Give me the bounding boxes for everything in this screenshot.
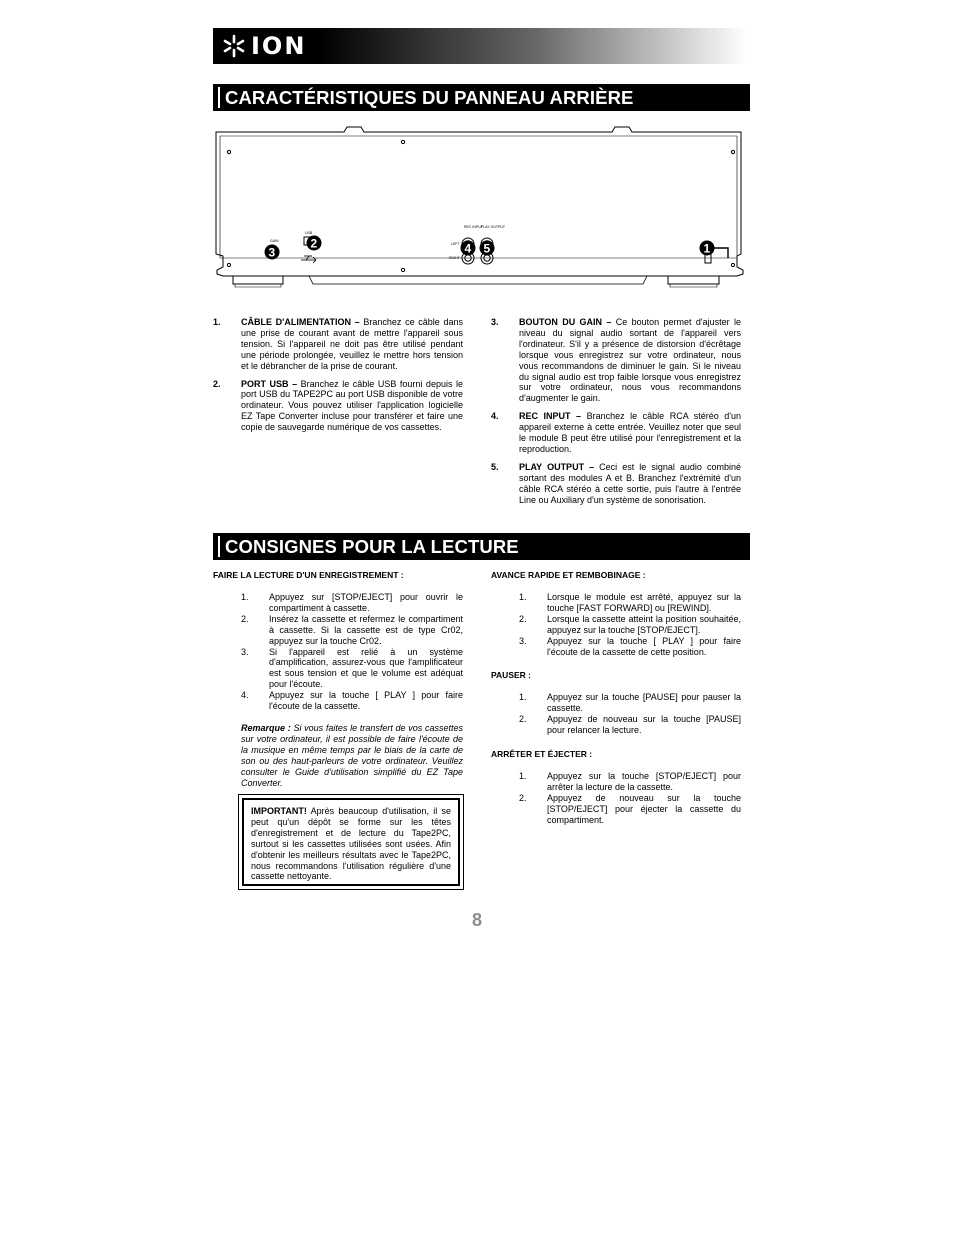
callout-5 xyxy=(480,241,495,256)
pause-step: 2. Appuyez de nouveau sur la touche [PAUSE] pour relancer la lecture. xyxy=(519,714,741,736)
usb-symbol-icon xyxy=(301,256,316,263)
svg-text:4: 4 xyxy=(464,241,472,256)
important-text: Après beaucoup d'utilisation, il se peut qu'un dépôt se forme sur les têtes d'enregistrement et de lecture du Tape2PC, surtout si les cassettes utilisées sont usées. Afin d'obtenir les meilleurs résultats avec le Tape2PC, nous recommandons l'utilisation régulière d'une cassette nettoyante. xyxy=(251,806,451,882)
stop-step: 2. Appuyez de nouveau sur la touche [STOP/EJECT] pour éjecter la cassette du compartiment. xyxy=(519,792,741,825)
play-step: 1. Appuyez sur [STOP/EJECT] pour ouvrir le compartiment à cassette. xyxy=(241,592,463,613)
play-output-label: PLAY OUTPUT xyxy=(481,225,505,229)
left-label: LEFT xyxy=(451,242,460,246)
remark-note: Remarque : Si vous faites le transfert de vos cassettes sur votre ordinateur, il est possible de faire l'écoute de la musique en même temps par le biais de la carte de son ou des haut-parleurs de votre ordinateur. Veuillez consulter le Guide d'utilisation simplifié du EZ Tape Converter. xyxy=(241,722,464,788)
features-left-column xyxy=(213,317,463,440)
feature-item: 2. PORT USB – Branchez le câble USB fourni depuis le port USB du TAPE2PC au port USB disponible de votre ordinateur. Vous pouvez utiliser l'application logicielle EZ Tape Converter incluse pour transférer et faire une copie de sauvegarde numérique de vos cassettes. xyxy=(213,378,464,433)
important-label: IMPORTANT! xyxy=(251,806,307,816)
svg-text:3: 3 xyxy=(268,245,276,260)
callout-3 xyxy=(265,245,280,260)
callout-1 xyxy=(700,241,715,256)
rear-panel-title: CARACTÉRISTIQUES DU PANNEAU ARRIÈRE xyxy=(225,87,634,108)
feature-item: 3. BOUTON DU GAIN – Ce bouton permet d'ajuster le niveau du signal audio sortant de l'appareil vers l'ordinateur. S'il y a présence de distorsion d'écrêtage lorsque vous enregistrez sur votre ordinateur, nous vous recommandons de diminuer le gain. Si le niveau du signal audio est trop faible lorsque vous enregistrez sur votre ordinateur, nous vous recommandons d'augmenter le gain. xyxy=(491,317,741,404)
play-step: 3. Si l'appareil est relié à un système d'amplification, assurez-vous que l'amplificateur est sous tension et que le volume est adéquat pour l'écoute. xyxy=(241,646,463,690)
rec-input-label: REC INPUT xyxy=(464,225,483,229)
important-box xyxy=(238,794,464,890)
page-number: 8 xyxy=(471,910,482,930)
ion-star-icon xyxy=(221,33,247,59)
features-right-column xyxy=(491,317,741,513)
feature-item: 4. REC INPUT – Branchez le câble RCA stéréo d'un appareil externe à cette entrée. Veuillez noter que seul le module B peut être utilisé pour l'enregistrement et la reproduction. xyxy=(491,411,741,454)
playback-heading xyxy=(213,533,750,560)
ff-heading: AVANCE RAPIDE ET REMBOBINAGE : xyxy=(491,570,646,580)
play-step: 2. Insérez la cassette et refermez le compartiment à cassette. Si la cassette est de type Cr02, appuyez sur la touche Cr02. xyxy=(241,613,463,646)
right-label: RIGHT xyxy=(449,256,460,260)
callout-2 xyxy=(307,236,322,251)
gain-label: GAIN xyxy=(270,239,279,243)
callout-4 xyxy=(461,241,476,256)
rear-panel-diagram xyxy=(213,124,747,296)
header-banner xyxy=(213,28,747,64)
rear-panel-heading xyxy=(213,84,750,111)
ff-step: 1. Lorsque le module est arrêté, appuyez sur la touche [FAST FORWARD] ou [REWIND]. xyxy=(519,592,741,613)
ff-step: 3. Appuyez sur la touche [ PLAY ] pour faire l'écoute de la cassette de cette position. xyxy=(519,635,741,657)
stop-step: 1. Appuyez sur la touche [STOP/EJECT] pour arrêter la lecture de la cassette. xyxy=(519,771,741,792)
brand-name: ION xyxy=(251,32,307,60)
pause-step: 1. Appuyez sur la touche [PAUSE] pour pauser la cassette. xyxy=(519,692,741,714)
brand-logo xyxy=(221,32,306,60)
ff-step: 2. Lorsque la cassette atteint la position souhaitée, appuyez sur la touche [STOP/EJECT]. xyxy=(519,613,741,635)
svg-text:1: 1 xyxy=(703,241,711,256)
playback-left-column xyxy=(213,570,463,788)
play-step: 4. Appuyez sur la touche [ PLAY ] pour faire l'écoute de la cassette. xyxy=(241,690,463,712)
stop-heading: ARRÊTER ET ÉJECTER : xyxy=(491,749,593,760)
play-heading: FAIRE LA LECTURE D'UN ENREGISTREMENT : xyxy=(213,570,404,580)
usb-label: USB xyxy=(305,231,313,235)
svg-text:5: 5 xyxy=(483,241,491,256)
feature-item: 5. PLAY OUTPUT – Ceci est le signal audio combiné sortant des modules A et B. Branchez l'extrémité d'un câble RCA stéréo à cette sortie, puis l'autre à l'entrée Line ou Auxiliary d'un système de sonorisation. xyxy=(491,461,741,505)
playback-title: CONSIGNES POUR LA LECTURE xyxy=(225,536,519,557)
svg-text:2: 2 xyxy=(310,236,318,251)
pause-heading: PAUSER : xyxy=(491,670,531,681)
playback-right-column xyxy=(491,570,741,826)
feature-item: 1. CÂBLE D'ALIMENTATION – Branchez ce câble dans une prise de courant avant de mettre l'appareil sous tension. Si l'appareil ne doit pas être utilisé pendant une période prolongée, veuillez le mettre hors tension et le débrancher de la prise de courant. xyxy=(213,317,463,371)
